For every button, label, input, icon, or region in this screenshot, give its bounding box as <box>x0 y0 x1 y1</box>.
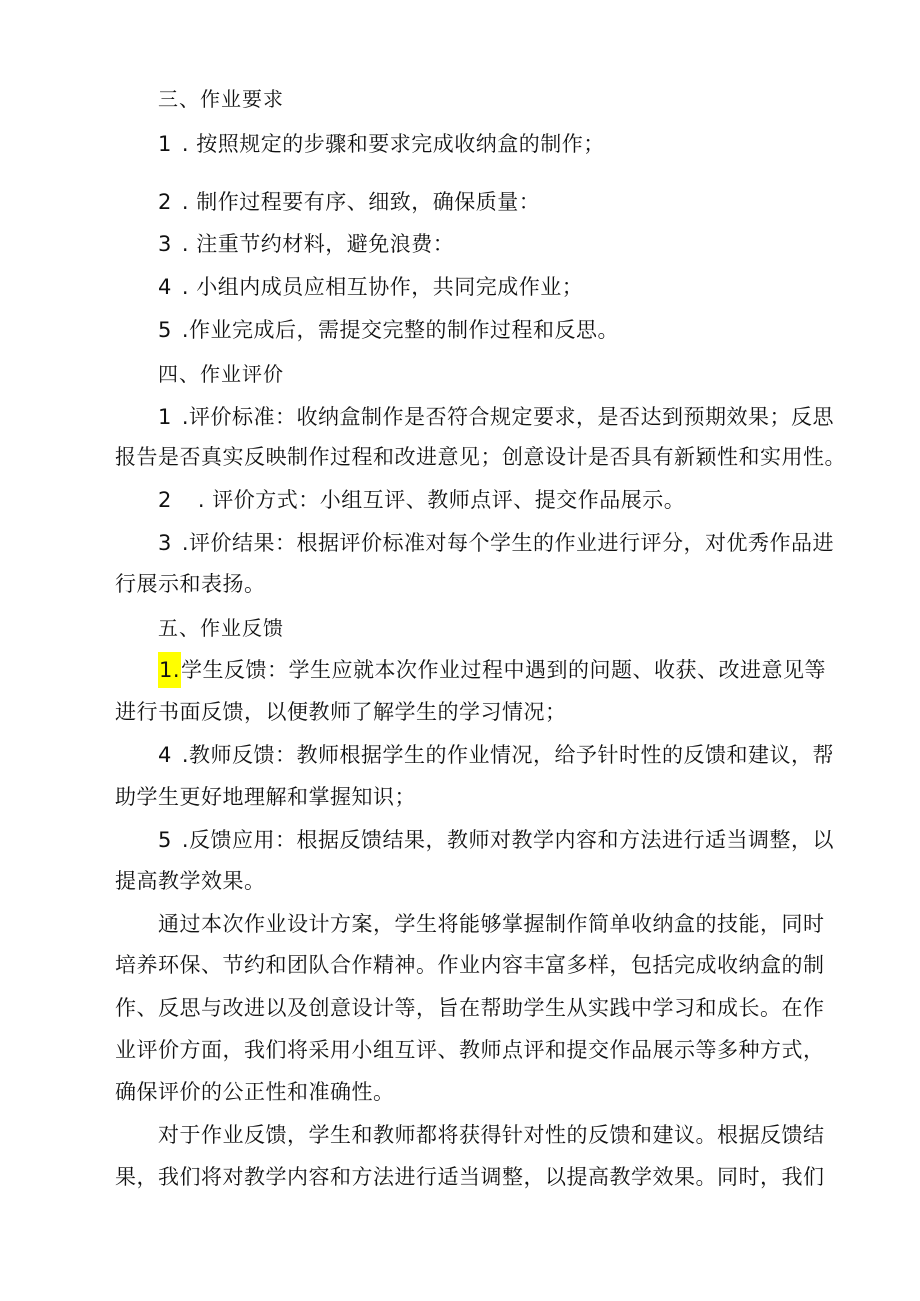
feedback-item-1-line-1 <box>158 657 826 683</box>
item-text: . 评价方式：小组互评、教师点评、提交作品展示。 <box>197 488 686 512</box>
item-text: .评价标准：收纳盒制作是否符合规定要求，是否达到预期效果；反思 <box>181 405 835 429</box>
requirement-item-3 <box>158 231 454 257</box>
summary-paragraph-1-line-5: 确保评价的公正性和准确性。 <box>115 1080 395 1104</box>
requirement-item-4 <box>158 274 583 300</box>
item-number: 3 <box>158 232 172 256</box>
summary-paragraph-2-line-1: 对于作业反馈，学生和教师都将获得针对性的反馈和建议。根据反馈结 <box>158 1123 825 1147</box>
evaluation-item-1-line-1 <box>158 404 834 430</box>
item-text: . 注重节约材料，避免浪费： <box>181 232 455 256</box>
evaluation-item-3-line-1 <box>158 530 834 556</box>
feedback-item-5-line-1 <box>158 827 834 853</box>
feedback-item-4-line-2: 助学生更好地理解和掌握知识； <box>115 785 416 809</box>
item-text: 学生反馈：学生应就本次作业过程中遇到的问题、收获、改进意见等 <box>181 658 827 682</box>
feedback-item-4-line-1 <box>158 742 834 768</box>
summary-paragraph-1-line-2: 培养环保、节约和团队合作精神。作业内容丰富多样，包括完成收纳盒的制 <box>115 953 825 977</box>
summary-paragraph-1-line-1: 通过本次作业设计方案，学生将能够掌握制作简单收纳盒的技能，同时 <box>158 912 825 936</box>
evaluation-item-3-line-2: 行展示和表扬。 <box>115 572 266 596</box>
item-number: 2 <box>158 190 172 214</box>
item-text: .作业完成后，需提交完整的制作过程和反思。 <box>181 318 620 342</box>
requirement-item-2 <box>158 189 540 215</box>
item-text: .评价结果：根据评价标准对每个学生的作业进行评分，对优秀作品进 <box>181 531 835 555</box>
item-text: .反馈应用：根据反馈结果，教师对教学内容和方法进行适当调整，以 <box>181 828 835 852</box>
summary-paragraph-1-line-3: 作、反思与改进以及创意设计等，旨在帮助学生从实践中学习和成长。在作 <box>115 996 825 1020</box>
item-number: 3 <box>158 531 172 555</box>
item-number: 1 <box>158 405 172 429</box>
section-4-heading: 四、作业评价 <box>158 362 284 386</box>
item-text: . 按照规定的步骤和要求完成收纳盒的制作； <box>181 132 605 156</box>
feedback-item-5-line-2: 提高教学效果。 <box>115 869 266 893</box>
summary-paragraph-1-line-4: 业评价方面，我们将采用小组互评、教师点评和提交作品展示等多种方式， <box>115 1038 825 1062</box>
requirement-item-5 <box>158 317 619 343</box>
evaluation-item-2 <box>158 487 685 513</box>
highlighted-item-number: 1. <box>158 652 181 688</box>
section-3-heading: 三、作业要求 <box>158 87 284 111</box>
evaluation-item-1-line-2: 报告是否真实反映制作过程和改进意见；创意设计是否具有新颖性和实用性。 <box>115 445 846 469</box>
item-text: . 小组内成员应相互协作，共同完成作业； <box>181 275 584 299</box>
item-number: 4 <box>158 743 172 767</box>
item-number: 4 <box>158 275 172 299</box>
item-number: 1 <box>158 132 172 156</box>
item-text: . 制作过程要有序、细致，确保质量： <box>181 190 541 214</box>
summary-paragraph-2-line-2: 果，我们将对教学内容和方法进行适当调整，以提高教学效果。同时，我们 <box>115 1165 825 1189</box>
requirement-item-1 <box>158 131 605 157</box>
item-text: .教师反馈：教师根据学生的作业情况，给予针时性的反馈和建议，帮 <box>181 743 835 767</box>
item-number: 2 <box>158 488 172 512</box>
item-number: 5 <box>158 828 172 852</box>
feedback-item-1-line-2: 进行书面反馈，以便教师了解学生的学习情况； <box>115 700 567 724</box>
section-5-heading: 五、作业反馈 <box>158 616 284 640</box>
item-number: 5 <box>158 318 172 342</box>
